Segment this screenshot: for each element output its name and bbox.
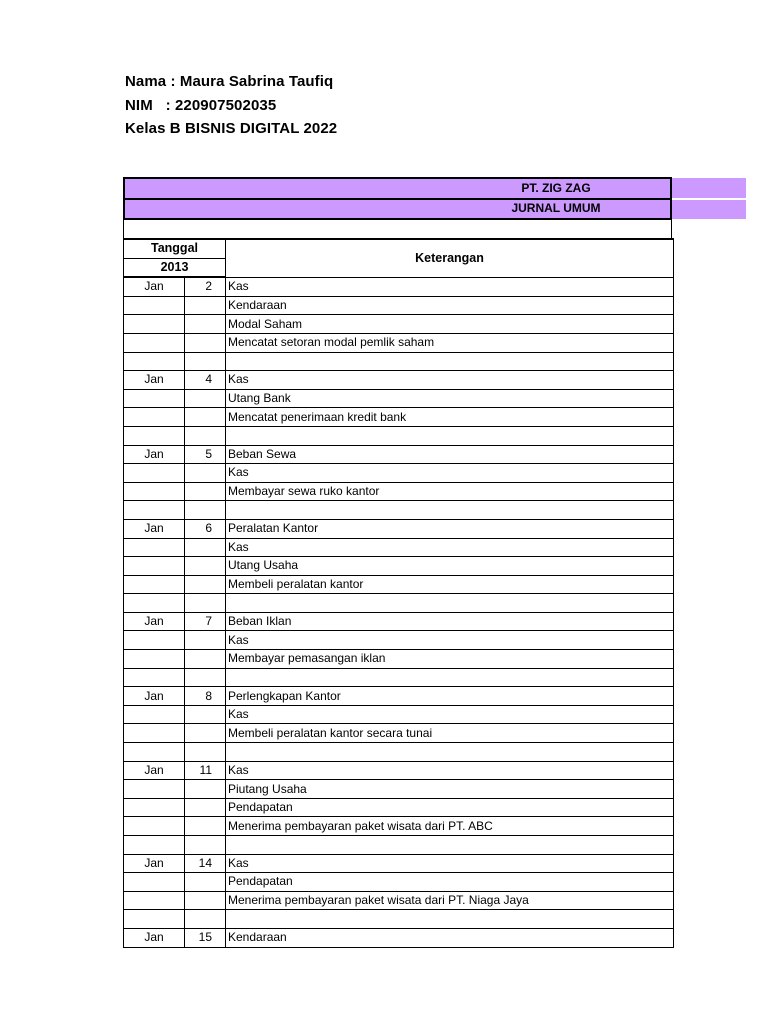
- band-left-border: [123, 178, 125, 219]
- entry-description: Beban Iklan: [226, 612, 674, 631]
- table-row: [124, 501, 674, 520]
- entry-description: Kas: [226, 705, 674, 724]
- table-row: [124, 352, 674, 371]
- table-row: [124, 836, 674, 855]
- entry-description: Menerima pembayaran paket wisata dari PT. ABC: [226, 817, 674, 836]
- entry-description: [226, 668, 674, 687]
- table-row: [124, 743, 674, 762]
- table-row: [124, 296, 674, 315]
- header-date: Tanggal: [124, 239, 226, 258]
- table-row: [124, 482, 674, 501]
- entry-day: [185, 352, 226, 371]
- entry-day: [185, 575, 226, 594]
- table-row: [124, 426, 674, 445]
- table-row: [124, 724, 674, 743]
- entry-description: Membayar pemasangan iklan: [226, 650, 674, 669]
- entry-description: Perlengkapan Kantor: [226, 687, 674, 706]
- entry-description: Piutang Usaha: [226, 780, 674, 799]
- entry-day: [185, 389, 226, 408]
- entry-month: Jan: [124, 277, 185, 296]
- entry-month: [124, 426, 185, 445]
- entry-description: [226, 836, 674, 855]
- table-row: [124, 761, 674, 780]
- student-info: [125, 70, 337, 141]
- entry-month: [124, 501, 185, 520]
- entry-description: Pendapatan: [226, 873, 674, 892]
- entry-day: [185, 538, 226, 557]
- table-row: [124, 445, 674, 464]
- entry-month: [124, 389, 185, 408]
- entry-description: Kas: [226, 631, 674, 650]
- entry-day: 2: [185, 277, 226, 296]
- entry-month: [124, 296, 185, 315]
- entry-day: [185, 426, 226, 445]
- entry-day: [185, 817, 226, 836]
- entry-description: Kendaraan: [226, 928, 674, 947]
- entry-description: Membeli peralatan kantor: [226, 575, 674, 594]
- entry-month: [124, 315, 185, 334]
- entry-month: Jan: [124, 371, 185, 390]
- table-row: [124, 464, 674, 483]
- entry-month: Jan: [124, 854, 185, 873]
- entry-month: [124, 836, 185, 855]
- entry-day: 14: [185, 854, 226, 873]
- entry-month: [124, 352, 185, 371]
- entry-description: Pendapatan: [226, 798, 674, 817]
- table-row: [124, 315, 674, 334]
- entry-day: 8: [185, 687, 226, 706]
- entry-description: Membayar sewa ruko kantor: [226, 482, 674, 501]
- table-row: [124, 687, 674, 706]
- entry-description: [226, 501, 674, 520]
- table-row: [124, 650, 674, 669]
- entry-month: [124, 817, 185, 836]
- entry-day: [185, 910, 226, 929]
- entry-day: 4: [185, 371, 226, 390]
- entry-day: [185, 650, 226, 669]
- entry-day: [185, 724, 226, 743]
- entry-month: [124, 575, 185, 594]
- entry-description: Kas: [226, 761, 674, 780]
- entry-description: Kas: [226, 854, 674, 873]
- table-row: [124, 854, 674, 873]
- entry-month: [124, 873, 185, 892]
- entry-description: [226, 910, 674, 929]
- table-row: [124, 333, 674, 352]
- entry-month: [124, 594, 185, 613]
- entry-day: 5: [185, 445, 226, 464]
- table-row: [124, 891, 674, 910]
- company-name: PT. ZIG ZAG: [521, 181, 591, 195]
- header-year: 2013: [124, 258, 226, 277]
- entry-day: [185, 408, 226, 427]
- entry-description: Beban Sewa: [226, 445, 674, 464]
- table-row: [124, 519, 674, 538]
- entry-description: Utang Usaha: [226, 557, 674, 576]
- entry-month: [124, 482, 185, 501]
- entry-month: [124, 631, 185, 650]
- entry-description: Kas: [226, 464, 674, 483]
- entry-description: Mencatat penerimaan kredit bank: [226, 408, 674, 427]
- entry-description: Modal Saham: [226, 315, 674, 334]
- entry-day: [185, 594, 226, 613]
- entry-description: Peralatan Kantor: [226, 519, 674, 538]
- table-row: [124, 631, 674, 650]
- entry-day: 11: [185, 761, 226, 780]
- table-header-row: [124, 239, 674, 258]
- entry-description: [226, 594, 674, 613]
- entry-month: Jan: [124, 928, 185, 947]
- entry-description: Mencatat setoran modal pemlik saham: [226, 333, 674, 352]
- entry-day: [185, 780, 226, 799]
- entry-description: Kas: [226, 277, 674, 296]
- header-description: Keterangan: [226, 239, 674, 277]
- journal-table: [123, 238, 674, 948]
- entry-month: [124, 333, 185, 352]
- entry-day: [185, 333, 226, 352]
- table-row: [124, 612, 674, 631]
- table-row: [124, 668, 674, 687]
- entry-day: 7: [185, 612, 226, 631]
- table-row: [124, 408, 674, 427]
- table-row: [124, 928, 674, 947]
- entry-day: [185, 501, 226, 520]
- table-row: [124, 873, 674, 892]
- entry-month: [124, 724, 185, 743]
- table-row: [124, 705, 674, 724]
- student-name: Nama : Maura Sabrina Taufiq: [125, 73, 334, 90]
- table-row: [124, 538, 674, 557]
- journal-body: [124, 277, 674, 947]
- entry-month: [124, 538, 185, 557]
- entry-day: [185, 464, 226, 483]
- journal-title: JURNAL UMUM: [511, 201, 601, 215]
- entry-day: [185, 873, 226, 892]
- entry-month: [124, 705, 185, 724]
- entry-month: [124, 408, 185, 427]
- entry-month: [124, 910, 185, 929]
- student-class: Kelas B BISNIS DIGITAL 2022: [125, 120, 338, 137]
- entry-description: Membeli peralatan kantor secara tunai: [226, 724, 674, 743]
- entry-day: [185, 705, 226, 724]
- entry-month: [124, 743, 185, 762]
- table-row: [124, 780, 674, 799]
- table-row: [124, 277, 674, 296]
- entry-month: [124, 891, 185, 910]
- entry-day: [185, 557, 226, 576]
- student-nim: NIM : 220907502035: [125, 96, 277, 114]
- entry-day: [185, 296, 226, 315]
- entry-description: Menerima pembayaran paket wisata dari PT. Niaga Jaya: [226, 891, 674, 910]
- entry-month: [124, 780, 185, 799]
- entry-month: [124, 650, 185, 669]
- band-top-border: [123, 177, 672, 179]
- entry-month: Jan: [124, 761, 185, 780]
- entry-month: [124, 464, 185, 483]
- entry-description: Kas: [226, 538, 674, 557]
- entry-month: [124, 557, 185, 576]
- band-middle-border: [123, 198, 672, 200]
- table-row: [124, 389, 674, 408]
- entry-day: [185, 891, 226, 910]
- entry-description: [226, 743, 674, 762]
- entry-day: [185, 798, 226, 817]
- entry-day: [185, 315, 226, 334]
- entry-day: [185, 668, 226, 687]
- table-row: [124, 371, 674, 390]
- entry-month: Jan: [124, 445, 185, 464]
- entry-month: Jan: [124, 687, 185, 706]
- entry-description: Utang Bank: [226, 389, 674, 408]
- entry-month: Jan: [124, 519, 185, 538]
- entry-month: [124, 798, 185, 817]
- table-row: [124, 817, 674, 836]
- entry-month: [124, 668, 185, 687]
- entry-day: [185, 836, 226, 855]
- entry-description: Kendaraan: [226, 296, 674, 315]
- table-row: [124, 910, 674, 929]
- entry-day: 15: [185, 928, 226, 947]
- entry-month: Jan: [124, 612, 185, 631]
- table-row: [124, 557, 674, 576]
- entry-day: [185, 631, 226, 650]
- entry-description: [226, 426, 674, 445]
- entry-description: [226, 352, 674, 371]
- entry-day: [185, 482, 226, 501]
- table-row: [124, 798, 674, 817]
- entry-day: [185, 743, 226, 762]
- table-row: [124, 594, 674, 613]
- table-row: [124, 575, 674, 594]
- entry-day: 6: [185, 519, 226, 538]
- spacer-row: [123, 219, 672, 238]
- entry-description: Kas: [226, 371, 674, 390]
